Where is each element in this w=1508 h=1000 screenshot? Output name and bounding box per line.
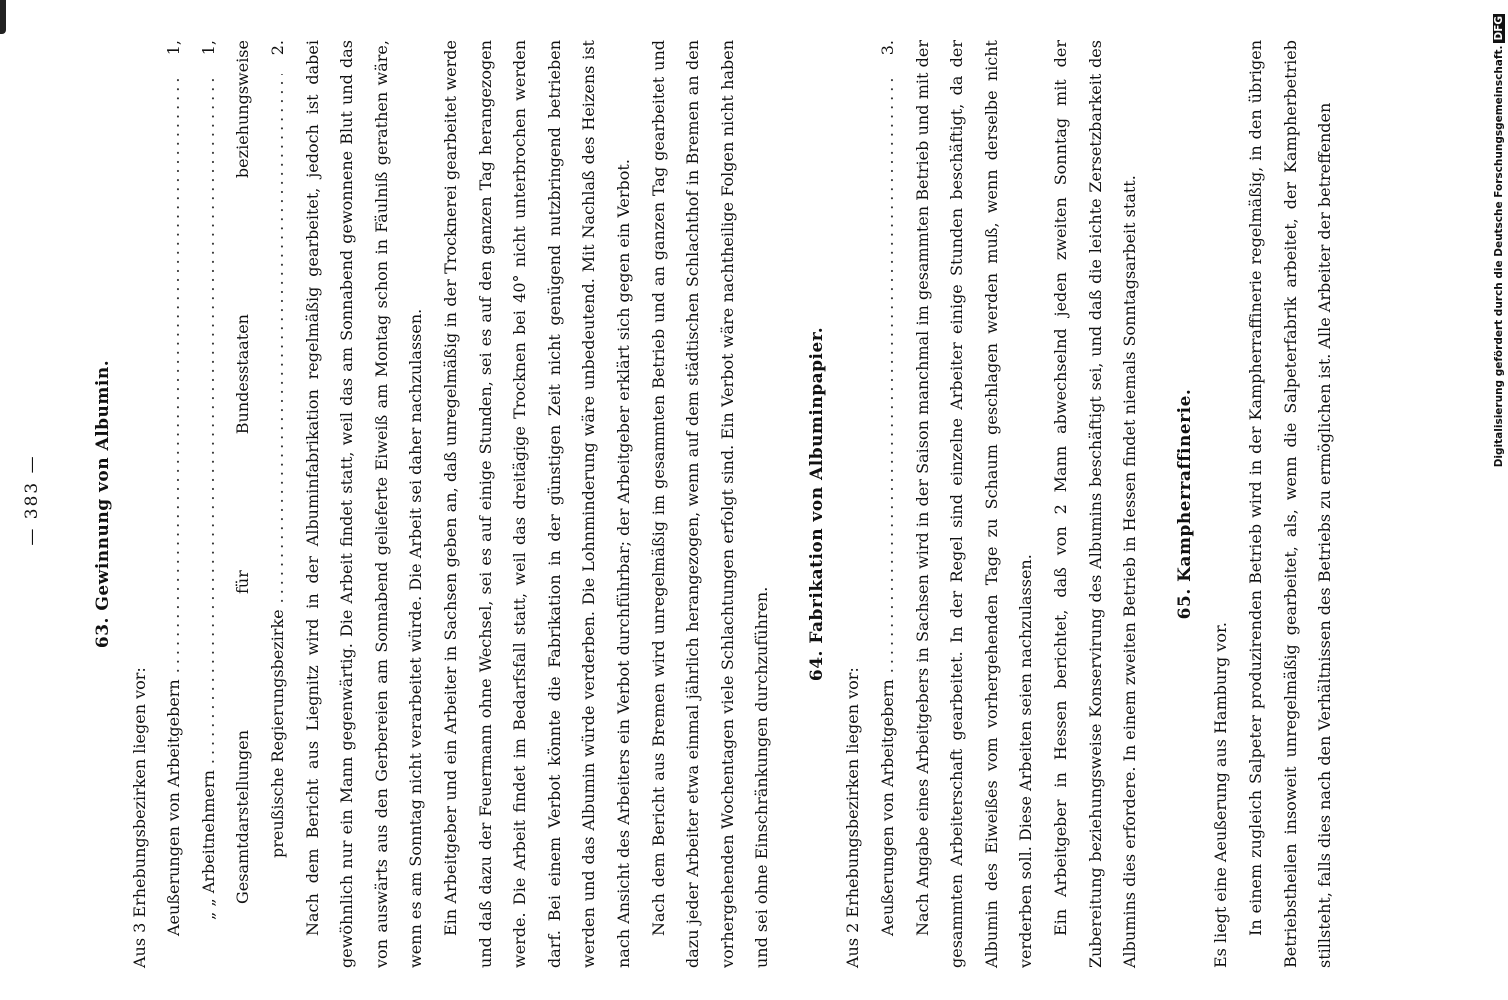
leader-dots — [192, 74, 227, 764]
tally-label: Aeußerungen von Arbeitgebern — [164, 679, 184, 936]
tally-row — [871, 40, 906, 968]
leader-dots — [871, 74, 906, 673]
body-paragraph: Nach dem Bericht aus Liegnitz wird in der Albuminfabrikation regelmäßig gearbeitet, jedoch ist dabei gewöhnlich nur ein Mann gegenwärtig. Die Arbeit findet statt, weil das am Sonnabend gewonnene Blut und das von auswärts aus den Gerbereien am Sonnabend gelieferte Eiweiß am Montag schon in Fäulniß gerathen wäre, wenn es am Sonntag nicht verarbeitet würde. Die Arbeit sei daher nachzulassen. — [302, 40, 426, 968]
page-number-header: — 383 — — [22, 454, 42, 546]
tally-count: 2. — [267, 40, 287, 56]
leader-dots — [157, 74, 192, 673]
tally-row — [226, 40, 261, 968]
body-paragraph: Nach Angabe eines Arbeitgebers in Sachsen wird in der Saison manchmal im gesammten Betrieb und mit der gesammten Arbeiterschaft gearbeitet. In der Regel sind einzelne Arbeiter einige Stunden beschäftigt, da der Albumin des Eiweißes vom vorhergehenden Tage zu Schaum geschlagen werden muß, wenn derselbe nicht verderben soll. Diese Arbeiten seien nachzulassen. — [912, 40, 1036, 968]
page-content — [66, 40, 1343, 968]
dfg-logo: DFG — [1493, 16, 1505, 41]
body-paragraph: Nach dem Bericht aus Bremen wird unregelmäßig im gesammten Betrieb und an ganzen Tag gearbeitet und dazu jeder Arbeiter etwa einmal jährlich herangezogen, wenn auf dem städtischen Schlachthof in Bremen an den vorhergehenden Wochentagen viele Schlachtungen erfolgt sind. Ein Verbot wäre nachtheilige Folgen nicht haben und sei ohne Einschränkungen durchzuführen. — [648, 40, 772, 968]
digitization-credit — [1491, 0, 1508, 1000]
section-intro: Aus 2 Erhebungsbezirken liegen vor: — [843, 667, 863, 968]
tally-count: 1, — [164, 40, 184, 56]
section-intro: Es liegt eine Aeußerung aus Hamburg vor. — [1211, 622, 1231, 968]
tally-row — [261, 40, 296, 968]
body-paragraph: Ein Arbeitgeber und ein Arbeiter in Sachsen geben an, daß unregelmäßig in der Trocknerei gearbeitet werde und daß dazu der Feuermann ohne Wechsel, sei es auf einige Stunden, sei es auf den ganzen Tag herangezogen werde. Die Arbeit findet im Bedarfsfall statt, weil das dreitägige Trocknen bei 40° nicht unterbrochen werden darf. Bei einem Verbot könnte die Fabrikation in der günstigen Zeit nicht genügend nutzbringend betrieben werden und das Albumin würde verderben. Die Lohnminderung wäre unbedeutend. Mit Nachlaß des Heizens ist nach Ansicht des Arbeiters ein Verbot durchführbar; der Arbeitgeber erklärt sich gegen ein Verbot. — [440, 40, 633, 968]
credit-text: Digitalisierung gefördert durch die Deutsche Forschungsgemeinschaft. — [1493, 45, 1505, 468]
leader-dots — [261, 74, 296, 603]
tally-label: Gesamtdarstellungen für Bundesstaaten beziehungsweise — [233, 40, 253, 904]
tally-row — [192, 40, 227, 968]
scan-edge-mark — [0, 0, 6, 34]
section-intro: Aus 3 Erhebungsbezirken liegen vor: — [129, 667, 149, 968]
tally-count: 3. — [878, 40, 898, 56]
section-heading: 63. Gewinnung von Albumin. — [93, 359, 113, 649]
tally-count: 1, — [198, 40, 218, 56]
body-paragraph: In einem zugleich Salpeter produzirenden Betrieb wird in der Kampherraffinerie regelmäßig, in den übrigen Betriebstheilen insoweit unregelmäßig gearbeitet, als, wenn die Salpeterfabrik arbeitet, der Kampherbetrieb stillsteht, falls dies nach den Verhältnissen des Betriebs zu ermöglichen ist. Alle Arbeiter der betreffenden — [1246, 40, 1335, 968]
tally-label: preußische Regierungsbezirke — [267, 609, 287, 858]
tally-label: Aeußerungen von Arbeitgebern — [878, 679, 898, 936]
section-heading: 64. Fabrikation von Albuminpapier. — [806, 326, 827, 682]
tally-row — [157, 40, 192, 968]
tally-label: „ „ Arbeitnehmern — [198, 770, 218, 920]
section-heading: 65. Kampherraffinerie. — [1174, 388, 1195, 620]
body-paragraph: Ein Arbeitgeber in Hessen berichtet, daß von 2 Mann abwechselnd jeden zweiten Sonntag mit der Zubereitung beziehungsweise Konservirung des Albumins beschäftigt sei, und daß die leichte Zersetzbarkeit des Albumins dies erfordere. In einem zweiten Betrieb in Hessen findet niemals Sonntagsarbeit statt. — [1051, 40, 1140, 968]
